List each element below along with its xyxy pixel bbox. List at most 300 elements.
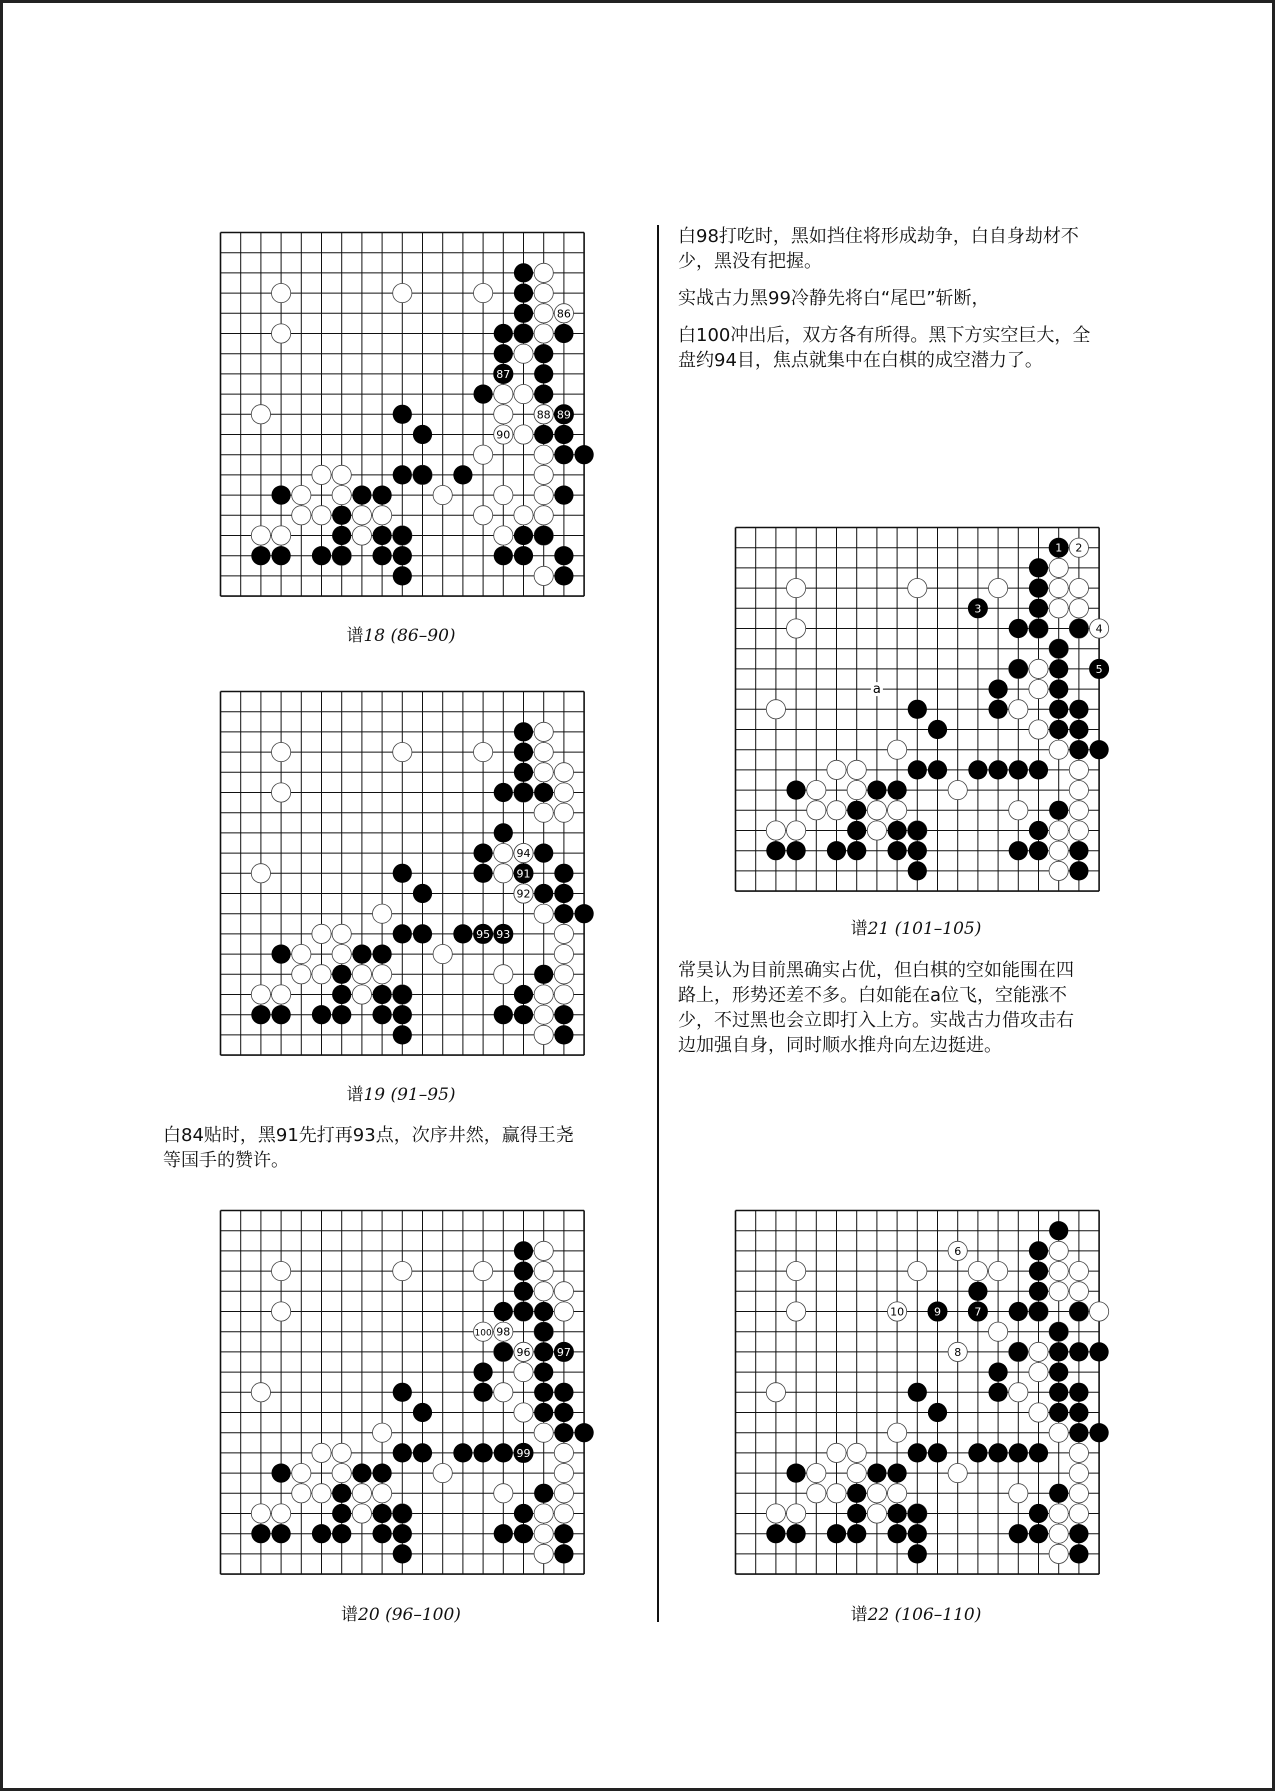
- black-stone: [888, 841, 907, 860]
- white-stone: [888, 1423, 907, 1442]
- black-stone: [312, 546, 331, 565]
- black-stone: [787, 1524, 806, 1543]
- white-stone: [534, 904, 553, 923]
- go-board: [734, 526, 1103, 891]
- black-stone: [534, 526, 553, 545]
- black-stone: [1049, 1484, 1068, 1503]
- white-stone: [1049, 841, 1068, 860]
- black-stone: [393, 1443, 412, 1462]
- black-stone: [928, 1443, 947, 1462]
- white-stone: [494, 1484, 513, 1503]
- white-stone: [1069, 1282, 1088, 1301]
- text-line: 常昊认为目前黑确实占优，但白棋的空如能围在四: [678, 960, 1074, 981]
- go-board: [219, 1209, 584, 1574]
- move-number: 90: [496, 428, 511, 442]
- black-stone: [1009, 619, 1028, 638]
- diagram-caption: [201, 621, 601, 646]
- white-stone: [373, 506, 392, 525]
- black-stone: [1029, 599, 1048, 618]
- move-number: 99: [516, 1446, 531, 1460]
- black-stone: [554, 486, 573, 505]
- move-number: 2: [1075, 541, 1083, 555]
- black-stone: [1049, 639, 1068, 658]
- black-stone: [1069, 740, 1088, 759]
- black-stone: [847, 1504, 866, 1523]
- caption-number: 22 (106–110): [867, 1605, 982, 1625]
- black-stone: [827, 1524, 846, 1543]
- black-stone: [1069, 1403, 1088, 1422]
- white-stone: [807, 1464, 826, 1483]
- black-stone: [1069, 720, 1088, 739]
- caption-prefix: 谱: [850, 1605, 868, 1625]
- caption-prefix: 谱: [346, 1085, 364, 1105]
- black-stone: [393, 864, 412, 883]
- black-stone: [827, 841, 846, 860]
- black-stone: [514, 304, 533, 323]
- black-stone: [514, 324, 533, 343]
- white-stone: [787, 1504, 806, 1523]
- white-stone: [272, 1504, 291, 1523]
- black-stone: [1069, 1302, 1088, 1321]
- move-number: 87: [496, 367, 511, 381]
- move-number: 6: [954, 1244, 962, 1258]
- black-stone: [554, 1025, 573, 1044]
- black-stone: [352, 486, 371, 505]
- white-stone: [1069, 579, 1088, 598]
- white-stone: [948, 1464, 967, 1483]
- black-stone: [787, 781, 806, 800]
- black-stone: [554, 1544, 573, 1563]
- white-stone: [867, 1504, 886, 1523]
- white-stone: [433, 1464, 452, 1483]
- black-stone: [332, 1524, 351, 1543]
- black-stone: [534, 1484, 553, 1503]
- white-stone: [1069, 1443, 1088, 1462]
- black-stone: [554, 884, 573, 903]
- black-stone: [393, 1504, 412, 1523]
- black-stone: [1069, 1544, 1088, 1563]
- commentary-paragraph: [678, 323, 1158, 373]
- white-stone: [534, 1262, 553, 1281]
- white-stone: [1009, 1383, 1028, 1402]
- white-stone: [534, 506, 553, 525]
- white-stone: [827, 1443, 846, 1462]
- black-stone: [332, 965, 351, 984]
- caption-prefix: 谱: [850, 919, 868, 939]
- point-label: a: [872, 682, 881, 698]
- white-stone: [534, 566, 553, 585]
- white-stone: [968, 1262, 987, 1281]
- white-stone: [272, 324, 291, 343]
- black-stone: [514, 1524, 533, 1543]
- white-stone: [847, 1464, 866, 1483]
- diagram-caption: [716, 1600, 1116, 1625]
- move-number: 8: [954, 1345, 962, 1359]
- white-stone: [534, 324, 553, 343]
- white-stone: [1069, 1262, 1088, 1281]
- white-stone: [514, 1403, 533, 1422]
- white-stone: [787, 579, 806, 598]
- black-stone: [514, 1262, 533, 1281]
- black-stone: [514, 1005, 533, 1024]
- black-stone: [373, 985, 392, 1004]
- black-stone: [413, 465, 432, 484]
- black-stone: [1009, 1302, 1028, 1321]
- black-stone: [494, 1443, 513, 1462]
- white-stone: [1049, 861, 1068, 880]
- move-number: 4: [1095, 622, 1103, 636]
- white-stone: [787, 619, 806, 638]
- white-stone: [554, 1504, 573, 1523]
- black-stone: [413, 1403, 432, 1422]
- black-stone: [908, 1524, 927, 1543]
- black-stone: [1069, 841, 1088, 860]
- black-stone: [1029, 1262, 1048, 1281]
- text-line: 边加强自身，同时顺水推舟向左边挺进。: [678, 1035, 1002, 1056]
- white-stone: [292, 1484, 311, 1503]
- black-stone: [554, 1403, 573, 1422]
- black-stone: [908, 1544, 927, 1563]
- black-stone: [251, 1005, 270, 1024]
- white-stone: [272, 526, 291, 545]
- black-stone: [1009, 841, 1028, 860]
- move-number: 89: [556, 408, 571, 422]
- black-stone: [393, 1383, 412, 1402]
- black-stone: [1049, 801, 1068, 820]
- black-stone: [494, 344, 513, 363]
- white-stone: [292, 1464, 311, 1483]
- black-stone: [989, 760, 1008, 779]
- black-stone: [888, 1524, 907, 1543]
- white-stone: [352, 965, 371, 984]
- black-stone: [272, 546, 291, 565]
- black-stone: [1029, 619, 1048, 638]
- white-stone: [534, 445, 553, 464]
- white-stone: [292, 965, 311, 984]
- black-stone: [1029, 760, 1048, 779]
- move-number: 93: [496, 927, 511, 941]
- black-stone: [1029, 1504, 1048, 1523]
- white-stone: [534, 743, 553, 762]
- white-stone: [1049, 740, 1068, 759]
- white-stone: [332, 945, 351, 964]
- white-stone: [534, 263, 553, 282]
- black-stone: [1029, 841, 1048, 860]
- white-stone: [948, 781, 967, 800]
- white-stone: [393, 743, 412, 762]
- black-stone: [534, 385, 553, 404]
- white-stone: [373, 904, 392, 923]
- white-stone: [534, 284, 553, 303]
- go-diagram-21: [734, 526, 1103, 891]
- black-stone: [534, 425, 553, 444]
- black-stone: [1049, 1322, 1068, 1341]
- white-stone: [908, 579, 927, 598]
- black-stone: [534, 844, 553, 863]
- black-stone: [251, 546, 270, 565]
- black-stone: [766, 1524, 785, 1543]
- white-stone: [514, 385, 533, 404]
- move-number: 10: [890, 1305, 905, 1319]
- black-stone: [332, 1484, 351, 1503]
- black-stone: [1029, 1241, 1048, 1260]
- white-stone: [1049, 1524, 1068, 1543]
- move-number: 98: [496, 1325, 511, 1339]
- white-stone: [332, 486, 351, 505]
- white-stone: [1069, 1504, 1088, 1523]
- white-stone: [1069, 801, 1088, 820]
- white-stone: [766, 1504, 785, 1523]
- white-stone: [534, 1241, 553, 1260]
- white-stone: [1049, 1241, 1068, 1260]
- white-stone: [352, 526, 371, 545]
- black-stone: [534, 344, 553, 363]
- black-stone: [494, 1302, 513, 1321]
- white-stone: [251, 985, 270, 1004]
- black-stone: [554, 1423, 573, 1442]
- move-number: 7: [974, 1305, 982, 1319]
- black-stone: [1090, 1342, 1109, 1361]
- black-stone: [514, 1504, 533, 1523]
- commentary-paragraph: [678, 958, 1158, 1058]
- white-stone: [807, 1484, 826, 1503]
- white-stone: [474, 284, 493, 303]
- white-stone: [534, 803, 553, 822]
- black-stone: [888, 1464, 907, 1483]
- black-stone: [534, 364, 553, 383]
- white-stone: [1049, 1262, 1068, 1281]
- black-stone: [867, 1464, 886, 1483]
- black-stone: [1029, 1524, 1048, 1543]
- white-stone: [494, 1383, 513, 1402]
- black-stone: [373, 526, 392, 545]
- black-stone: [968, 1443, 987, 1462]
- white-stone: [494, 864, 513, 883]
- black-stone: [1009, 760, 1028, 779]
- black-stone: [1069, 1342, 1088, 1361]
- go-diagram-18: [219, 231, 584, 596]
- black-stone: [968, 760, 987, 779]
- white-stone: [332, 1464, 351, 1483]
- black-stone: [908, 821, 927, 840]
- black-stone: [1049, 1221, 1068, 1240]
- black-stone: [514, 263, 533, 282]
- black-stone: [908, 1504, 927, 1523]
- white-stone: [1069, 1484, 1088, 1503]
- black-stone: [928, 1403, 947, 1422]
- white-stone: [494, 385, 513, 404]
- white-stone: [352, 506, 371, 525]
- white-stone: [292, 506, 311, 525]
- white-stone: [332, 465, 351, 484]
- move-number: 9: [934, 1305, 941, 1319]
- move-number: 94: [516, 847, 531, 861]
- white-stone: [766, 700, 785, 719]
- black-stone: [251, 1524, 270, 1543]
- white-stone: [474, 506, 493, 525]
- black-stone: [393, 1025, 412, 1044]
- white-stone: [474, 1262, 493, 1281]
- white-stone: [534, 722, 553, 741]
- white-stone: [1069, 1464, 1088, 1483]
- white-stone: [554, 985, 573, 1004]
- white-stone: [888, 801, 907, 820]
- white-stone: [908, 1262, 927, 1281]
- black-stone: [908, 760, 927, 779]
- text-line: 白84贴时，黑91先打再93点，次序井然，赢得王尧: [163, 1125, 574, 1146]
- white-stone: [766, 1383, 785, 1402]
- white-stone: [554, 1484, 573, 1503]
- black-stone: [514, 783, 533, 802]
- move-number: 91: [516, 867, 531, 881]
- black-stone: [514, 526, 533, 545]
- move-number: 100: [474, 1328, 492, 1339]
- white-stone: [989, 579, 1008, 598]
- black-stone: [1009, 1443, 1028, 1462]
- white-stone: [787, 1262, 806, 1281]
- black-stone: [534, 1363, 553, 1382]
- black-stone: [908, 841, 927, 860]
- black-stone: [393, 985, 412, 1004]
- go-board: [219, 690, 584, 1055]
- white-stone: [312, 1484, 331, 1503]
- black-stone: [312, 1005, 331, 1024]
- white-stone: [1029, 720, 1048, 739]
- black-stone: [494, 1005, 513, 1024]
- black-stone: [1069, 619, 1088, 638]
- black-stone: [534, 884, 553, 903]
- text-line: 白100冲出后，双方各有所得。黑下方实空巨大，全: [678, 325, 1091, 346]
- black-stone: [393, 405, 412, 424]
- white-stone: [272, 985, 291, 1004]
- white-stone: [514, 344, 533, 363]
- white-stone: [1090, 1302, 1109, 1321]
- move-number: 88: [536, 408, 551, 422]
- black-stone: [908, 1443, 927, 1462]
- black-stone: [575, 445, 594, 464]
- text-line: 盘约94目，焦点就集中在白棋的成空潜力了。: [678, 350, 1043, 371]
- black-stone: [474, 1443, 493, 1462]
- black-stone: [888, 1504, 907, 1523]
- black-stone: [1049, 659, 1068, 678]
- black-stone: [766, 841, 785, 860]
- caption-number: 19 (91–95): [363, 1085, 456, 1105]
- black-stone: [1049, 1383, 1068, 1402]
- black-stone: [1049, 720, 1068, 739]
- black-stone: [514, 743, 533, 762]
- black-stone: [989, 680, 1008, 699]
- black-stone: [413, 884, 432, 903]
- black-stone: [272, 1464, 291, 1483]
- white-stone: [989, 1322, 1008, 1341]
- white-stone: [1069, 760, 1088, 779]
- white-stone: [766, 821, 785, 840]
- white-stone: [534, 1423, 553, 1442]
- black-stone: [575, 1423, 594, 1442]
- black-stone: [373, 945, 392, 964]
- white-stone: [554, 763, 573, 782]
- white-stone: [393, 1262, 412, 1281]
- black-stone: [352, 945, 371, 964]
- white-stone: [554, 1464, 573, 1483]
- go-board: [219, 231, 584, 596]
- black-stone: [1049, 700, 1068, 719]
- black-stone: [494, 546, 513, 565]
- white-stone: [373, 965, 392, 984]
- white-stone: [251, 1504, 270, 1523]
- column-divider: [657, 225, 659, 1622]
- white-stone: [534, 486, 553, 505]
- white-stone: [272, 1262, 291, 1281]
- white-stone: [534, 985, 553, 1004]
- white-stone: [312, 1443, 331, 1462]
- black-stone: [272, 945, 291, 964]
- white-stone: [554, 803, 573, 822]
- black-stone: [312, 1524, 331, 1543]
- black-stone: [373, 486, 392, 505]
- white-stone: [807, 801, 826, 820]
- black-stone: [514, 546, 533, 565]
- black-stone: [534, 1403, 553, 1422]
- black-stone: [514, 1241, 533, 1260]
- white-stone: [373, 1423, 392, 1442]
- white-stone: [827, 1484, 846, 1503]
- go-diagram-22: [734, 1209, 1099, 1574]
- white-stone: [373, 1484, 392, 1503]
- black-stone: [989, 1383, 1008, 1402]
- white-stone: [1009, 801, 1028, 820]
- white-stone: [554, 945, 573, 964]
- commentary-paragraph: [163, 1123, 643, 1173]
- text-line: 实战古力黑99冷静先将白“尾巴”斩断，: [678, 288, 990, 309]
- black-stone: [474, 385, 493, 404]
- black-stone: [393, 546, 412, 565]
- white-stone: [888, 740, 907, 759]
- white-stone: [494, 486, 513, 505]
- white-stone: [1029, 1403, 1048, 1422]
- white-stone: [251, 526, 270, 545]
- white-stone: [827, 801, 846, 820]
- black-stone: [1049, 1363, 1068, 1382]
- white-stone: [1029, 1342, 1048, 1361]
- black-stone: [554, 324, 573, 343]
- black-stone: [332, 546, 351, 565]
- black-stone: [393, 566, 412, 585]
- black-stone: [453, 1443, 472, 1462]
- black-stone: [332, 985, 351, 1004]
- white-stone: [867, 1484, 886, 1503]
- black-stone: [332, 1005, 351, 1024]
- black-stone: [1049, 1342, 1068, 1361]
- white-stone: [787, 1302, 806, 1321]
- move-number: 95: [476, 927, 491, 941]
- white-stone: [1049, 1544, 1068, 1563]
- black-stone: [1029, 579, 1048, 598]
- black-stone: [373, 1464, 392, 1483]
- white-stone: [251, 864, 270, 883]
- black-stone: [908, 1383, 927, 1402]
- black-stone: [514, 763, 533, 782]
- white-stone: [534, 1544, 553, 1563]
- black-stone: [474, 1363, 493, 1382]
- black-stone: [494, 823, 513, 842]
- black-stone: [453, 924, 472, 943]
- white-stone: [514, 425, 533, 444]
- black-stone: [514, 722, 533, 741]
- black-stone: [373, 1005, 392, 1024]
- white-stone: [1069, 599, 1088, 618]
- white-stone: [494, 844, 513, 863]
